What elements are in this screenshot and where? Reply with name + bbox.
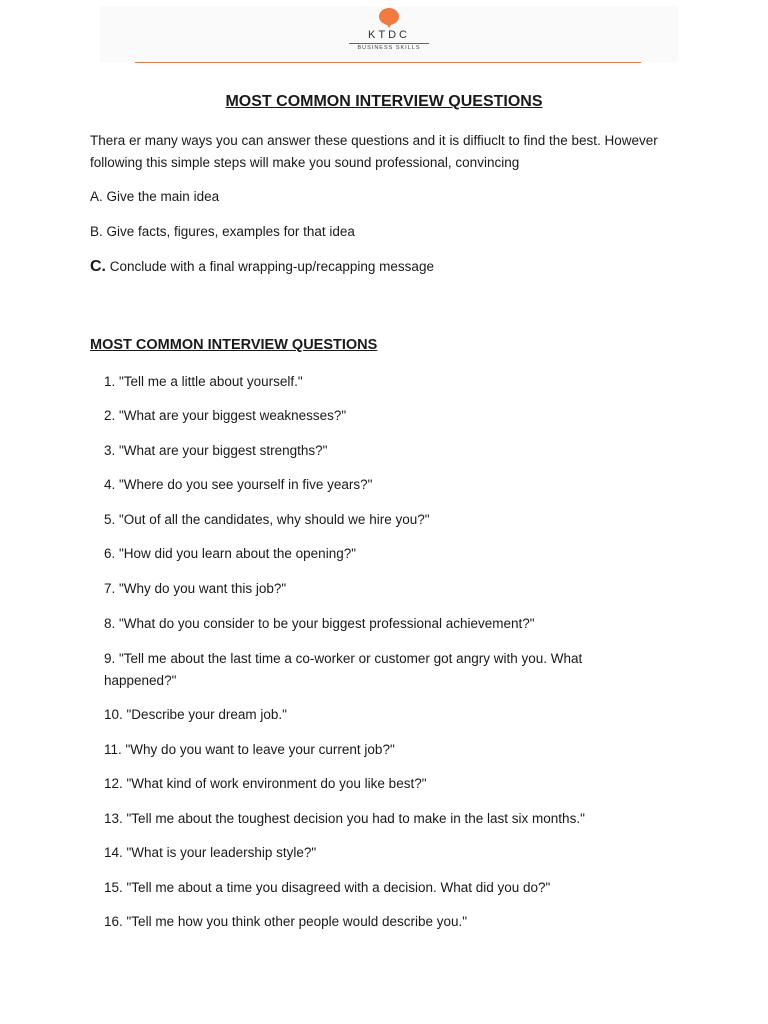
question-item: 6. "How did you learn about the opening?" <box>104 546 357 561</box>
step-a <box>90 188 219 206</box>
question-item: 14. "What is your leadership style?" <box>104 845 317 860</box>
step-letter: B. <box>90 224 103 239</box>
section-heading: MOST COMMON INTERVIEW QUESTIONS <box>90 337 378 353</box>
question-item: 4. "Where do you see yourself in five years?" <box>104 477 373 492</box>
step-b <box>90 223 355 241</box>
question-item: 12. "What kind of work environment do you like best?" <box>104 776 427 791</box>
question-item: 8. "What do you consider to be your biggest professional achievement?" <box>104 616 535 631</box>
step-letter: A. <box>90 189 103 204</box>
ktdc-logo <box>344 8 434 58</box>
question-item: 11. "Why do you want to leave your current job?" <box>104 742 395 757</box>
logo-divider <box>349 43 429 44</box>
logo-tagline: BUSINESS SKILLS <box>357 45 421 51</box>
page-title: MOST COMMON INTERVIEW QUESTIONS <box>225 93 543 110</box>
question-item: 10. "Describe your dream job." <box>104 707 287 722</box>
question-item: 2. "What are your biggest weaknesses?" <box>104 408 347 423</box>
question-item: 5. "Out of all the candidates, why should we hire you?" <box>104 512 430 527</box>
question-item: 7. "Why do you want this job?" <box>104 581 287 596</box>
header-rule <box>135 62 641 63</box>
question-item: 1. "Tell me a little about yourself." <box>104 374 303 389</box>
logo-name: KTDC <box>368 29 410 41</box>
question-item: 9. "Tell me about the last time a co-worker or customer got angry with you. What happened?" <box>104 651 583 688</box>
question-item: 16. "Tell me how you think other people would describe you." <box>104 914 468 929</box>
step-text: Give the main idea <box>106 189 220 204</box>
question-item: 13. "Tell me about the toughest decision you had to make in the last six months." <box>104 811 585 826</box>
step-text: Conclude with a final wrapping-up/recapping message <box>109 259 434 274</box>
speech-bubble-icon <box>378 8 400 28</box>
intro-paragraph: Thera er many ways you can answer these questions and it is diffiuclt to find the best. However following this simple steps will make you sound professional, convincing <box>90 133 658 170</box>
step-c <box>90 258 434 276</box>
step-letter: C. <box>90 258 106 275</box>
question-item: 15. "Tell me about a time you disagreed with a decision. What did you do?" <box>104 880 551 895</box>
question-item: 3. "What are your biggest strengths?" <box>104 443 328 458</box>
step-text: Give facts, figures, examples for that idea <box>106 224 355 239</box>
